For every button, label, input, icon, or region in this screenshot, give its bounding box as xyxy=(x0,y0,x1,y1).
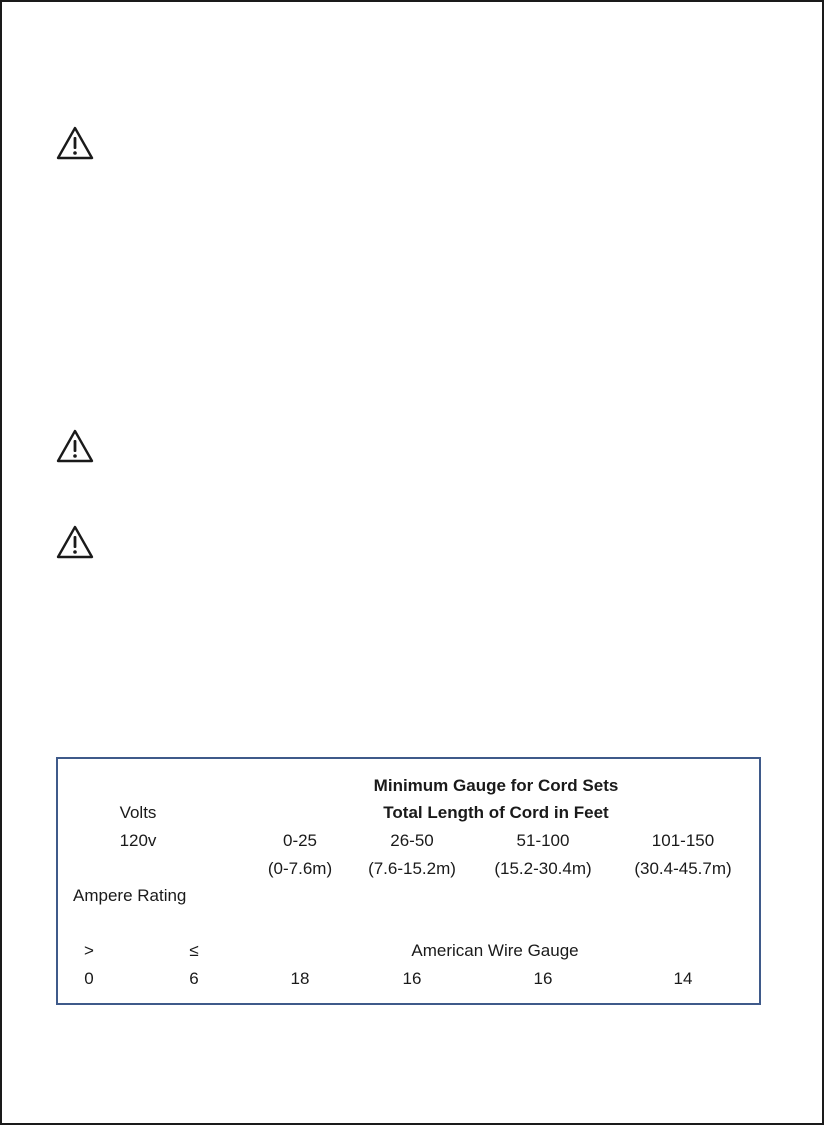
length-range-m: (15.2-30.4m) xyxy=(494,859,592,878)
volts-label: Volts xyxy=(119,803,157,822)
gauge-value: 16 xyxy=(533,969,553,988)
cord-gauge-table xyxy=(56,757,761,1005)
gauge-value: 14 xyxy=(673,969,693,988)
length-range-m: (0-7.6m) xyxy=(267,859,333,878)
greater-than-symbol: > xyxy=(84,941,94,960)
table-title: Minimum Gauge for Cord Sets xyxy=(373,776,619,795)
length-range-ft: 0-25 xyxy=(282,831,318,850)
less-equal-symbol: ≤ xyxy=(189,941,199,960)
length-range-m: (7.6-15.2m) xyxy=(368,859,456,878)
voltage-value: 120v xyxy=(119,831,157,850)
warning-triangle-icon xyxy=(56,125,94,161)
gauge-value: 18 xyxy=(290,969,310,988)
length-range-ft: 51-100 xyxy=(516,831,570,850)
length-range-m: (30.4-45.7m) xyxy=(634,859,732,878)
warning-triangle-icon xyxy=(56,428,94,464)
amp-min-value: 0 xyxy=(84,969,94,988)
length-header: Total Length of Cord in Feet xyxy=(383,803,609,822)
length-range-ft: 101-150 xyxy=(651,831,715,850)
warning-triangle-icon xyxy=(56,524,94,560)
awg-label: American Wire Gauge xyxy=(411,941,579,960)
amp-max-value: 6 xyxy=(189,969,199,988)
length-range-ft: 26-50 xyxy=(390,831,434,850)
gauge-value: 16 xyxy=(402,969,422,988)
ampere-rating-label: Ampere Rating xyxy=(73,886,187,905)
